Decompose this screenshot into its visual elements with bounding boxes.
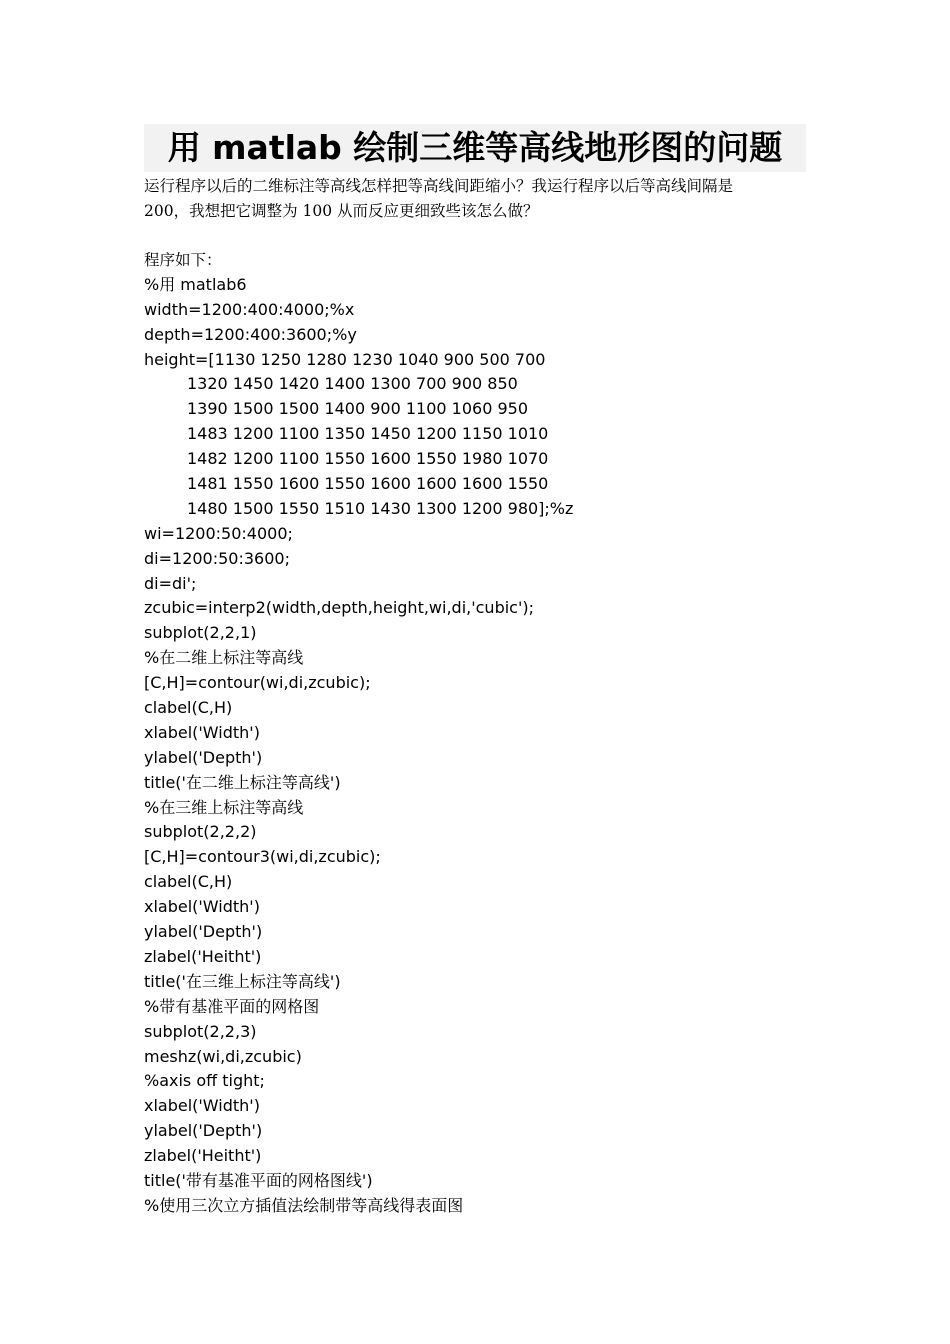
code-line: 1483 1200 1100 1350 1450 1200 1150 1010 xyxy=(187,424,549,444)
code-line: 1480 1500 1550 1510 1430 1300 1200 980];%z xyxy=(187,498,574,518)
code-line: %带有基准平面的网格图 xyxy=(144,996,320,1016)
code-line: ylabel('Depth') xyxy=(144,1121,263,1141)
code-line: 1481 1550 1600 1550 1600 1600 1600 1550 xyxy=(187,474,549,494)
code-listing xyxy=(144,248,808,1219)
code-line: subplot(2,2,2) xyxy=(144,822,257,842)
code-line: meshz(wi,di,zcubic) xyxy=(144,1046,302,1066)
code-line: height=[1130 1250 1280 1230 1040 900 500 700 xyxy=(144,349,546,369)
code-line: title('带有基准平面的网格图线') xyxy=(144,1170,373,1190)
code-line: title('在三维上标注等高线') xyxy=(144,971,341,991)
code-line: [C,H]=contour(wi,di,zcubic); xyxy=(144,673,371,693)
code-line: xlabel('Width') xyxy=(144,897,260,917)
code-line: title('在二维上标注等高线') xyxy=(144,772,341,792)
question-line: 200，我想把它调整为 100 从而反应更细致些该怎么做？ xyxy=(144,202,539,220)
code-line: xlabel('Width') xyxy=(144,1096,260,1116)
code-line: zlabel('Heitht') xyxy=(144,946,262,966)
code-line: ylabel('Depth') xyxy=(144,922,263,942)
code-line: clabel(C,H) xyxy=(144,698,233,718)
code-line: [C,H]=contour3(wi,di,zcubic); xyxy=(144,847,381,867)
question-line: 运行程序以后的二维标注等高线怎样把等高线间距缩小？我运行程序以后等高线间隔是 xyxy=(144,177,734,195)
code-line: 程序如下： xyxy=(144,251,222,269)
code-line: zcubic=interp2(width,depth,height,wi,di,'cubic'); xyxy=(144,598,534,618)
code-line: di=di'; xyxy=(144,573,197,593)
code-line: ylabel('Depth') xyxy=(144,747,263,767)
code-line: subplot(2,2,1) xyxy=(144,623,257,643)
document-title: 用 matlab 绘制三维等高线地形图的问题 xyxy=(144,124,806,172)
code-line: %axis off tight; xyxy=(144,1071,265,1091)
code-line: %在二维上标注等高线 xyxy=(144,648,304,668)
code-line: %在三维上标注等高线 xyxy=(144,797,304,817)
code-line: di=1200:50:3600; xyxy=(144,548,290,568)
code-line: zlabel('Heitht') xyxy=(144,1146,262,1166)
code-line: width=1200:400:4000;%x xyxy=(144,299,355,319)
code-line: clabel(C,H) xyxy=(144,872,233,892)
code-line: %用 matlab6 xyxy=(144,274,247,294)
code-line: subplot(2,2,3) xyxy=(144,1021,257,1041)
code-line: 1482 1200 1100 1550 1600 1550 1980 1070 xyxy=(187,449,549,469)
code-line: xlabel('Width') xyxy=(144,722,260,742)
code-line: wi=1200:50:4000; xyxy=(144,523,293,543)
code-line: depth=1200:400:3600;%y xyxy=(144,324,357,344)
code-line: 1390 1500 1500 1400 900 1100 1060 950 xyxy=(187,399,528,419)
question-paragraph xyxy=(144,174,808,224)
code-line: %使用三次立方插值法绘制带等高线得表面图 xyxy=(144,1195,464,1215)
code-line: 1320 1450 1420 1400 1300 700 900 850 xyxy=(187,374,518,394)
